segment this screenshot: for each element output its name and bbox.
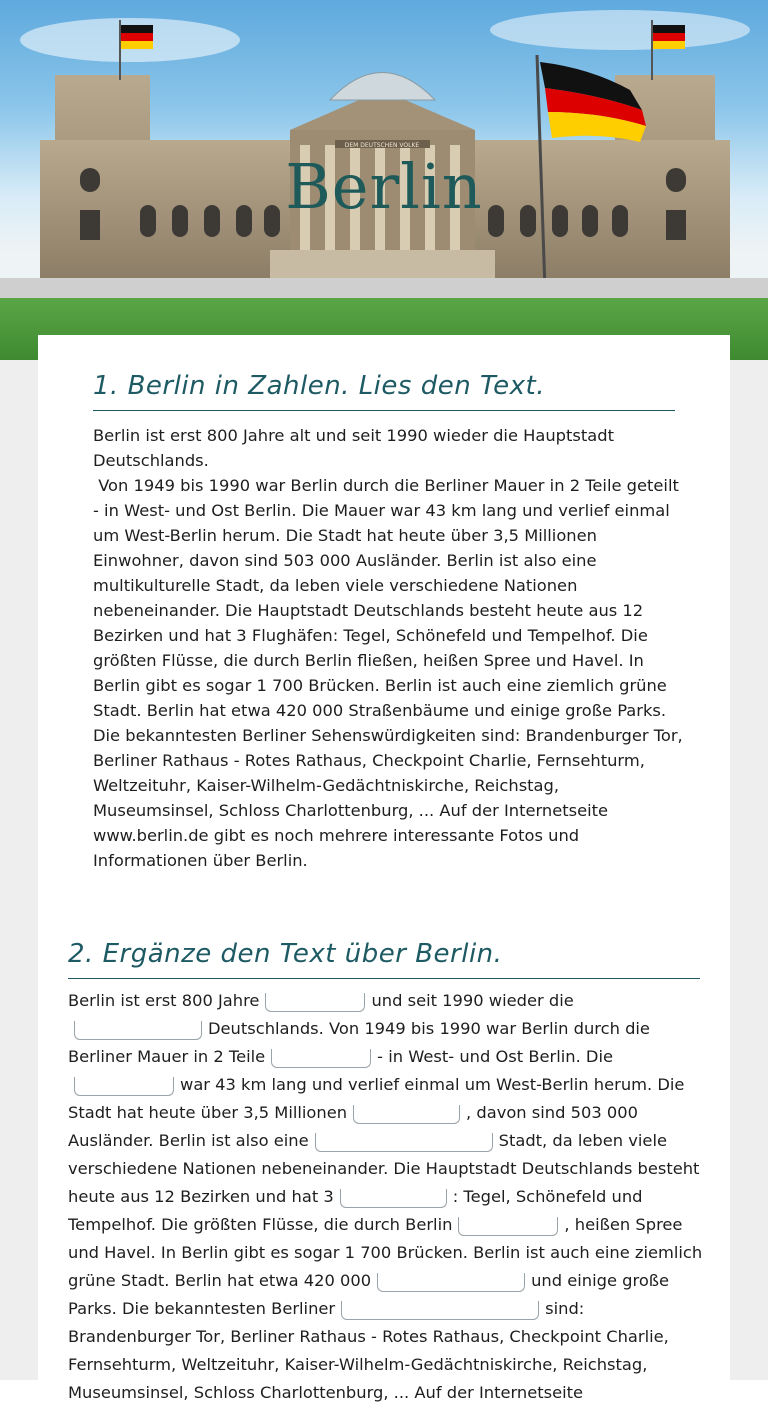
blank-field[interactable] — [340, 1189, 447, 1208]
cloze-segment: , heißen Spree und Havel. In Berlin gibt es sogar 1 700 Brücken. Berlin ist auch eine ziemlich grüne Stadt. Berlin hat etwa 420 000 — [68, 1215, 703, 1290]
hero-image — [0, 0, 768, 360]
blank-field[interactable] — [458, 1217, 558, 1236]
cloze-segment: Berlin ist erst 800 Jahre — [68, 991, 260, 1010]
reading-text: Berlin ist erst 800 Jahre alt und seit 1990 wieder die Hauptstadt Deutschlands. Von 1949 bis 1990 war Berlin durch die Berliner Mauer in 2 Teile geteilt - in West- und Ost Berlin. Die Mauer war 43 km lang und verlief einmal um West-Berlin herum. Die Stadt hat heute über 3,5 Millionen Einwohner, davon sind 503 000 Ausländer. Berlin ist also eine multikulturelle Stadt, da leben viele verschiedene Nationen nebeneinander. Die Hauptstadt Deutschlands besteht heute aus 12 Bezirken und hat 3 Flughäfen: Tegel, Schönefeld und Tempelhof. Die größten Flüsse, die durch Berlin fließen, heißen Spree und Havel. In Berlin gibt es sogar 1 700 Brücken. Berlin ist auch eine ziemlich grüne Stadt. Berlin hat etwa 420 000 Straßenbäume und einige große Parks. Die bekanntesten Berliner Sehenswürdigkeiten sind: Brandenburger Tor, Berliner Rathaus - Rotes Rathaus, Checkpoint Charlie, Fernsehturm, Weltzeituhr, Kaiser-Wilhelm-Gedächtniskirche, Reichstag, Museumsinsel, Schloss Charlottenburg, ... Auf der Internetseite www.berlin.de gibt es noch mehrere interessante Fotos und Informationen über Berlin. — [93, 426, 683, 870]
cloze-segment: und einige große Parks. Die bekanntesten Berliner — [68, 1271, 670, 1318]
blank-field[interactable] — [265, 993, 365, 1012]
cloze-segment: sind: Brandenburger Tor, Berliner Rathaus - Rotes Rathaus, Checkpoint Charlie, Fernsehturm, Weltzeituhr, Kaiser-Wilhelm-Gedächtniskirche, Reichstag, Museumsinsel, Schloss Charlottenburg, ... Auf der Internetseite — [68, 1299, 669, 1402]
cloze-segment: und seit 1990 wieder die — [371, 991, 574, 1010]
cloze-segment: war 43 km lang und verlief einmal um West-Berlin herum. Die Stadt hat heute über 3,5 Millionen — [68, 1075, 685, 1122]
blank-field[interactable] — [74, 1021, 202, 1040]
cloze-text — [68, 987, 708, 1407]
blank-field[interactable] — [74, 1077, 174, 1096]
cloze-segment: : Tegel, Schönefeld und Tempelhof. Die größten Flüsse, die durch Berlin — [68, 1187, 643, 1234]
blank-field[interactable] — [353, 1105, 460, 1124]
blank-field[interactable] — [377, 1273, 525, 1292]
section1-rule — [93, 410, 675, 411]
page-title: Berlin — [285, 150, 483, 223]
blank-field[interactable] — [271, 1049, 371, 1068]
cloze-segment: Deutschlands. Von 1949 bis 1990 war Berlin durch die Berliner Mauer in 2 Teile — [68, 1019, 650, 1066]
blank-field[interactable] — [315, 1133, 493, 1152]
section2-rule — [68, 978, 700, 979]
cloze-segment: Stadt, da leben viele verschiedene Nationen nebeneinander. Die Hauptstadt Deutschlands besteht heute aus 12 Bezirken und hat 3 — [68, 1131, 700, 1206]
portico-inscription: DEM DEUTSCHEN VOLKE — [344, 142, 420, 149]
cloze-segment: , davon sind 503 000 Ausländer. Berlin ist also eine — [68, 1103, 638, 1150]
blank-field[interactable] — [341, 1301, 539, 1320]
section1-title: 1. Berlin in Zahlen. Lies den Text. — [93, 371, 545, 401]
cloze-segment: - in West- und Ost Berlin. Die — [377, 1047, 613, 1066]
worksheet-card — [38, 335, 730, 1402]
section2-title: 2. Ergänze den Text über Berlin. — [68, 939, 503, 969]
